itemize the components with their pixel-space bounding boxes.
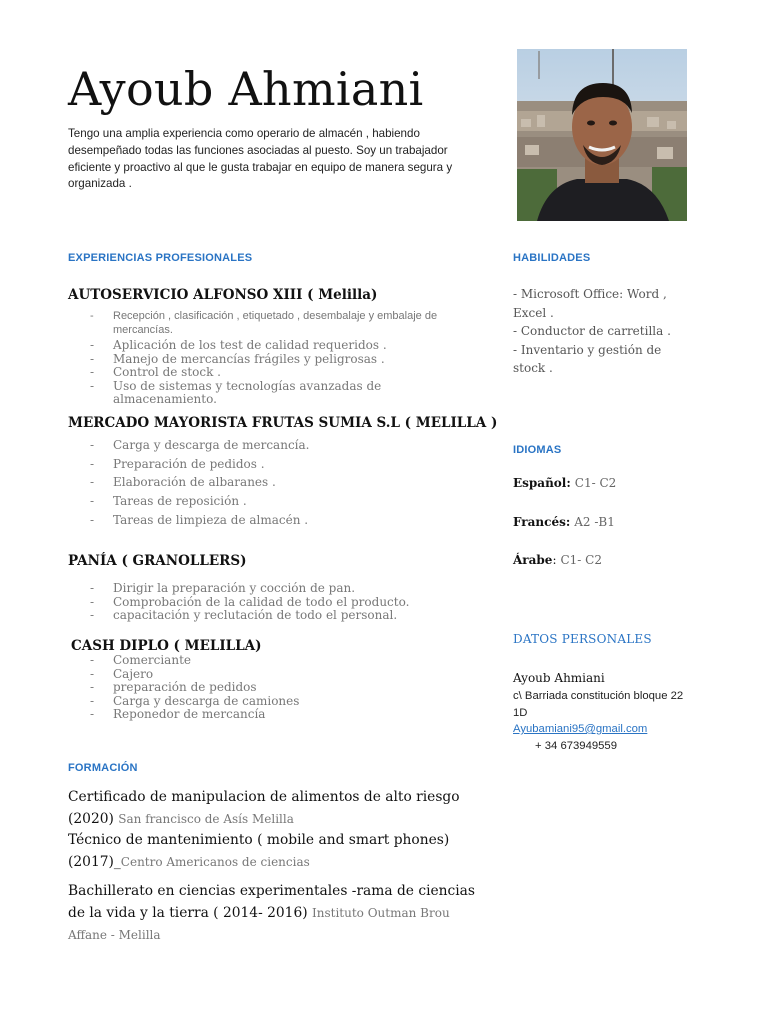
language-name: Árabe (513, 553, 553, 567)
education-title: Técnico de mantenimiento ( mobile and smart phones) (2017)_ (68, 832, 450, 870)
job-task: - Manejo de mercancías frágiles y peligrosas . (68, 353, 478, 367)
skills-section-title: HABILIDADES (513, 252, 591, 264)
job-title: PANÍA ( GRANOLLERS) (68, 553, 247, 569)
language-name: Español: (513, 476, 571, 490)
contact-name: Ayoub Ahmiani (513, 671, 605, 685)
languages-section-title: IDIOMAS (513, 444, 562, 456)
education-title: Certificado de manipulacion de alimentos de alto riesgo (2020) (68, 789, 460, 827)
profile-photo (517, 49, 687, 221)
contact-address: c\ Barriada constitución bloque 22 1D (513, 690, 684, 719)
education-section-title: FORMACIÓN (68, 762, 138, 774)
education-title: Bachillerato en ciencias experimentales -rama de ciencias de la vida y la tierra ( 2014- 2016) (68, 883, 475, 921)
contact-email-link[interactable]: Ayubamiani95@gmail.com (513, 723, 648, 735)
job-task: - Reponedor de mercancía (68, 708, 478, 722)
contact-phone: + 34 673949559 (535, 739, 617, 752)
job-task: - Dirigir la preparación y cocción de pan. (68, 582, 478, 596)
skill-item: - Inventario y gestión de stock . (513, 342, 662, 375)
education-item (68, 786, 478, 830)
job-task: - Elaboración de albaranes . (68, 473, 478, 492)
job-task-list (68, 436, 478, 530)
job-task: - Uso de sistemas y tecnologías avanzadas de almacenamiento. (68, 380, 478, 407)
skill-item: - Conductor de carretilla . (513, 324, 671, 338)
job-task-list (68, 582, 478, 623)
job-task: - Cajero (68, 668, 478, 682)
skill-item: - Microsoft Office: Word , Excel . (513, 287, 667, 320)
job-title: AUTOSERVICIO ALFONSO XIII ( Melilla) (68, 287, 378, 303)
education-item (68, 829, 478, 873)
job-task: - Recepción , clasificación , etiquetado , desembalaje y embalaje de mercancías. (68, 309, 478, 337)
profile-summary: Tengo una amplia experiencia como operario de almacén , habiendo desempeñado todas las funciones asociadas al puesto. Soy un trabajador eficiente y proactivo al que le gusta trabajar en equipo de manera segura y organizada . (68, 127, 453, 191)
job-task-list (68, 339, 478, 407)
education-school: Centro Americanos de ciencias (120, 855, 310, 869)
job-task: - Preparación de pedidos . (68, 455, 478, 474)
experience-section-title: EXPERIENCIAS PROFESIONALES (68, 252, 253, 264)
contact-details (513, 688, 693, 754)
job-task: - capacitación y reclutación de todo el personal. (68, 609, 478, 623)
job-task: - Tareas de limpieza de almacén . (68, 511, 478, 530)
job-task-list (68, 309, 478, 337)
language-name: Francés: (513, 515, 571, 529)
job-title: MERCADO MAYORISTA FRUTAS SUMIA S.L ( MELILLA ) (68, 415, 498, 431)
education-school: Instituto Outman Brou Affane - Melilla (68, 906, 450, 942)
job-task: - Comprobación de la calidad de todo el producto. (68, 596, 478, 610)
language-level: C1- C2 (560, 553, 602, 567)
job-title: CASH DIPLO ( MELILLA) (71, 638, 262, 654)
job-task-list (68, 654, 478, 722)
language-level: C1- C2 (574, 476, 617, 490)
candidate-name: Ayoub Ahmiani (68, 62, 424, 116)
job-task: - Control de stock . (68, 366, 478, 380)
job-task: - Aplicación de los test de calidad requeridos . (68, 339, 478, 353)
job-task: - Tareas de reposición . (68, 492, 478, 511)
job-task: - Comerciante (68, 654, 478, 668)
job-task: - Carga y descarga de mercancía. (68, 436, 478, 455)
job-task: - preparación de pedidos (68, 681, 478, 695)
language-item: Árabe: C1- C2 (513, 553, 602, 567)
education-school: San francisco de Asís Melilla (118, 812, 294, 826)
language-level: A2 -B1 (574, 515, 615, 529)
language-item (513, 476, 616, 490)
education-item (68, 880, 478, 946)
language-item (513, 515, 615, 529)
personal-section-title: DATOS PERSONALES (513, 632, 652, 646)
skills-list (513, 285, 673, 378)
job-task: - Carga y descarga de camiones (68, 695, 478, 709)
